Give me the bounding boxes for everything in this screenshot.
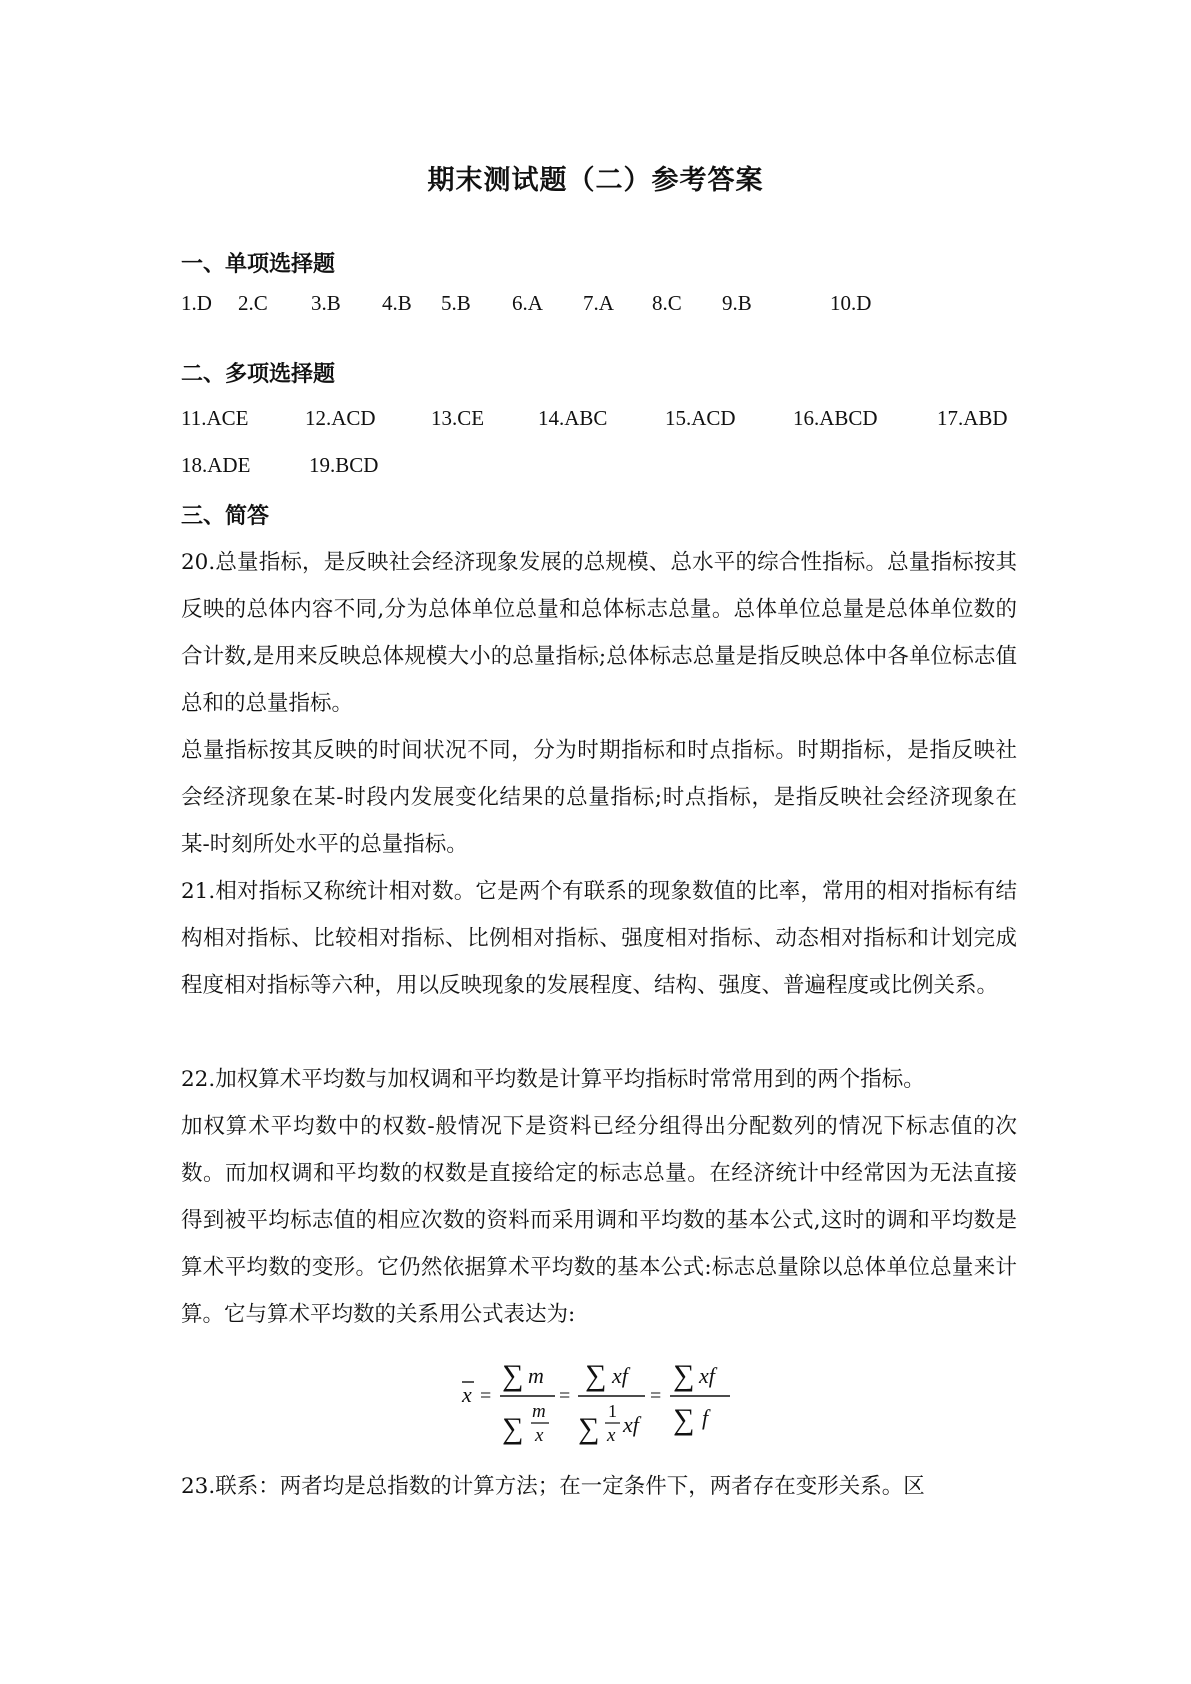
single-choice-answers — [181, 291, 1021, 321]
formula-var: xf — [612, 1363, 628, 1388]
formula-var: x — [607, 1425, 616, 1445]
answer-item: 7.A — [583, 291, 614, 315]
formula-var: x — [535, 1425, 544, 1445]
formula-var: xf — [623, 1412, 639, 1437]
answer-item: 14.ABC — [538, 406, 608, 430]
formula-sigma: ∑ — [673, 1359, 695, 1392]
formula-var: xf — [699, 1363, 715, 1388]
q22-paragraph-1: 22.加权算术平均数与加权调和平均数是计算平均指标时常常用到的两个指标。 — [181, 1067, 925, 1092]
weighted-mean-formula — [440, 1345, 740, 1445]
multiple-choice-answers-row2 — [181, 453, 1021, 483]
formula-sigma: ∑ — [673, 1403, 695, 1436]
answer-item: 19.BCD — [309, 453, 379, 477]
formula-equals: = — [480, 1385, 492, 1407]
answer-item: 2.C — [238, 291, 268, 315]
multiple-choice-answers-row1 — [181, 406, 1021, 436]
q22-paragraph-2: 加权算术平均数中的权数-般情况下是资料已经分组得出分配数列的情况下标志值的次数。而加权调和平均数的权数是直接给定的标志总量。在经济统计中经常因为无法直接得到被平均标志值的相应次数的资料而采用调和平均数的基本公式,这时的调和平均数是算术平均数的变形。它仍然依据算术平均数的基本公式:标志总量除以总体单位总量来计算。它与算术平均数的关系用公式表达为: — [181, 1114, 1017, 1327]
section-heading-multiple-choice: 二、多项选择题 — [181, 362, 336, 387]
section-heading-single-choice: 一、单项选择题 — [181, 252, 336, 277]
answer-item: 9.B — [722, 291, 752, 315]
answer-item: 6.A — [512, 291, 543, 315]
formula-sigma: ∑ — [502, 1359, 524, 1392]
formula-var: m — [528, 1363, 544, 1388]
answer-item: 11.ACE — [181, 406, 249, 430]
formula-equals: = — [650, 1385, 662, 1407]
section-heading-short-answer: 三、简答 — [181, 504, 270, 529]
q20-paragraph-1: 20.总量指标，是反映社会经济现象发展的总规模、总水平的综合性指标。总量指标按其反映的总体内容不同,分为总体单位总量和总体标志总量。总体单位总量是总体单位数的合计数,是用来反映总体规模大小的总量指标;总体标志总量是指反映总体中各单位标志值总和的总量指标。 — [181, 550, 1017, 716]
formula-sigma: ∑ — [502, 1412, 524, 1445]
formula-var: m — [532, 1401, 546, 1422]
answer-item: 8.C — [652, 291, 682, 315]
answer-item: 17.ABD — [937, 406, 1008, 430]
q23-paragraph: 23.联系：两者均是总指数的计算方法；在一定条件下，两者存在变形关系。区 — [181, 1474, 925, 1499]
formula-sigma: ∑ — [578, 1412, 600, 1445]
answer-item: 15.ACD — [665, 406, 736, 430]
answer-item: 10.D — [830, 291, 872, 315]
answer-item: 4.B — [382, 291, 412, 315]
formula-lhs: x — [462, 1382, 472, 1407]
answer-item: 1.D — [181, 291, 212, 315]
answer-item: 12.ACD — [305, 406, 376, 430]
formula-sigma: ∑ — [585, 1359, 607, 1392]
page-title: 期末测试题（二）参考答案 — [427, 165, 764, 196]
q20-paragraph-2: 总量指标按其反映的时间状况不同，分为时期指标和时点指标。时期指标，是指反映社会经济现象在某-时段内发展变化结果的总量指标;时点指标，是指反映社会经济现象在某-时刻所处水平的总量指标。 — [181, 738, 1017, 857]
formula-var: f — [702, 1405, 709, 1430]
formula-equals: = — [559, 1385, 571, 1407]
q21-paragraph: 21.相对指标又称统计相对数。它是两个有联系的现象数值的比率，常用的相对指标有结构相对指标、比较相对指标、比例相对指标、强度相对指标、动态相对指标和计划完成程度相对指标等六种，用以反映现象的发展程度、结构、强度、普遍程度或比例关系。 — [181, 879, 1017, 998]
answer-item: 3.B — [311, 291, 341, 315]
answer-item: 18.ADE — [181, 453, 251, 477]
answer-item: 16.ABCD — [793, 406, 878, 430]
answer-item: 5.B — [441, 291, 471, 315]
answer-item: 13.CE — [431, 406, 485, 430]
formula-var: 1 — [608, 1401, 617, 1421]
